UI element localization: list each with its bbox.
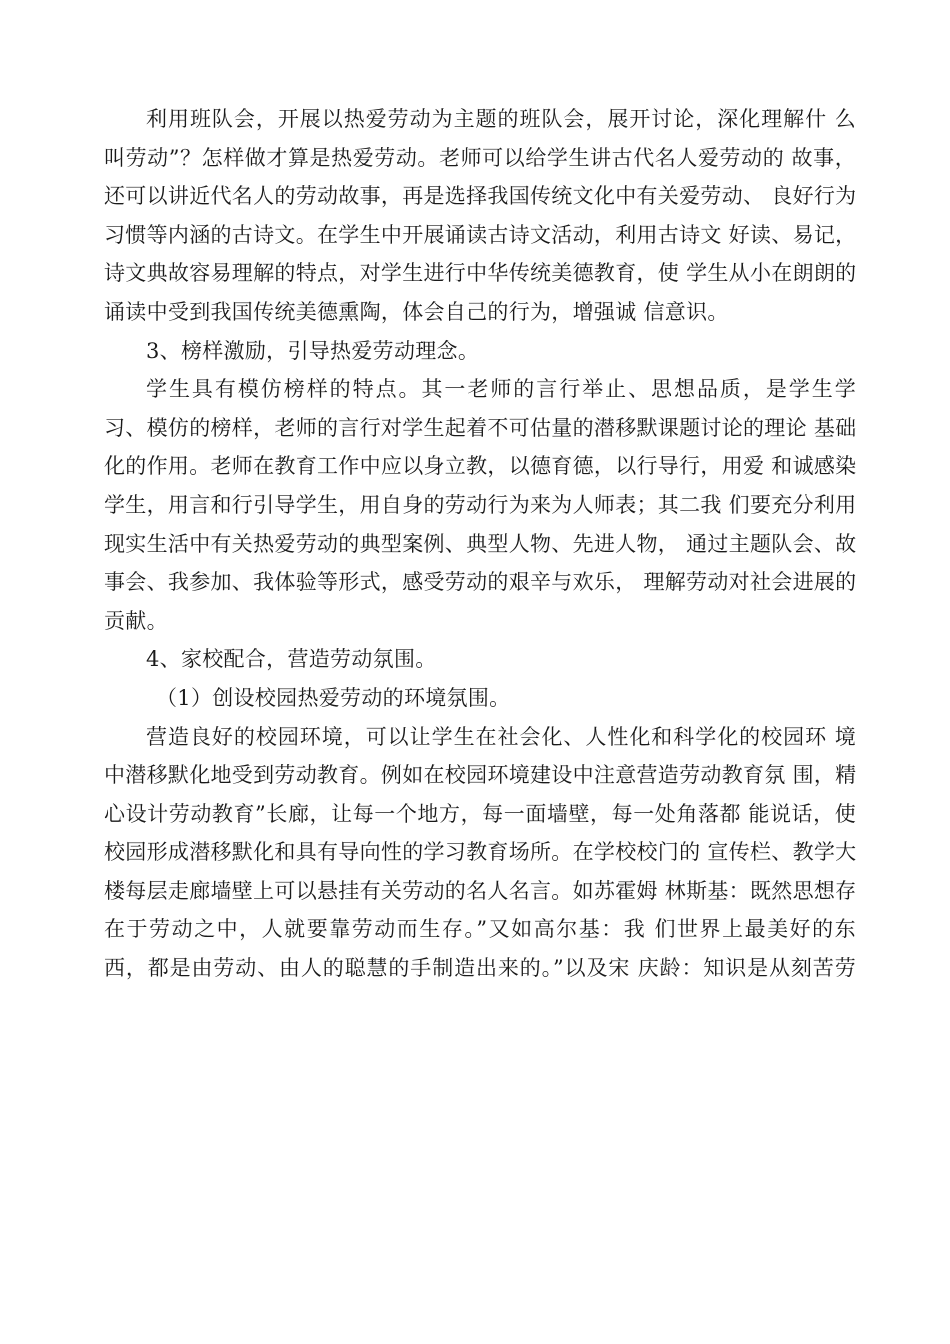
- text-line: 诗文典故容易理解的特点，对学生进行中华传统美德教育，使 学生从小在朗朗的: [104, 261, 857, 286]
- text-line: 事会、我参加、我体验等形式，感受劳动的艰辛与欢乐， 理解劳动对社会进展的: [104, 570, 857, 595]
- text-line: 叫劳动”？怎样做才算是热爱劳动。老师可以给学生讲古代名人爱劳动的 故事，: [104, 145, 856, 170]
- document-body: [104, 100, 856, 988]
- subsection-heading-4-1: （1）创设校园热爱劳动的环境氛围。: [156, 685, 511, 710]
- text-line: 学生，用言和行引导学生，用自身的劳动行为来为人师表；其二我 们要充分利用: [104, 492, 857, 517]
- section-heading-3: 3、榜样激励，引导热爱劳动理念。: [146, 338, 480, 363]
- paragraph-campus-environment: [104, 718, 856, 988]
- text-line: 习、模仿的榜样，老师的言行对学生起着不可估量的潜移默课题讨论的理论 基础: [104, 415, 857, 440]
- section-heading-4: 4、家校配合，营造劳动氛围。: [146, 647, 437, 672]
- text-line: 贡献。: [104, 608, 168, 633]
- text-line: 学生具有模仿榜样的特点。其一老师的言行举止、思想品质，是学生学: [146, 377, 856, 402]
- text-line: 还可以讲近代名人的劳动故事，再是选择我国传统文化中有关爱劳动、 良好行为: [104, 184, 857, 209]
- text-line: 化的作用。老师在教育工作中应以身立教，以德育德，以行导行，用爱 和诚感染: [104, 454, 857, 479]
- text-line: 习惯等内涵的古诗文。在学生中开展诵读古诗文活动，利用古诗文 好读、易记，: [104, 222, 857, 247]
- text-line: 利用班队会，开展以热爱劳动为主题的班队会，展开讨论，深化理解什 么: [146, 107, 856, 131]
- text-line: 现实生活中有关热爱劳动的典型案例、典型人物、先进人物， 通过主题队会、故: [104, 531, 857, 556]
- text-line: 中潜移默化地受到劳动教育。例如在校园环境建设中注意营造劳动教育氛 围，精: [104, 763, 857, 788]
- text-line: 校园形成潜移默化和具有导向性的学习教育场所。在学校校门的 宣传栏、教学大: [104, 840, 857, 865]
- text-line: 在于劳动之中，人就要靠劳动而生存。”又如高尔基：我 们世界上最美好的东: [104, 917, 856, 942]
- text-line: 楼每层走廊墙壁上可以悬挂有关劳动的名人名言。如苏霍姆 林斯基：既然思想存: [104, 878, 857, 903]
- text-line: 心设计劳动教育”长廊，让每一个地方，每一面墙壁，每一处角落都 能说话，使: [104, 801, 856, 826]
- text-line: 营造良好的校园环境，可以让学生在社会化、人性化和科学化的校园环 境: [146, 724, 856, 749]
- text-line: 诵读中受到我国传统美德熏陶，体会自己的行为，增强诚 信意识。: [104, 299, 729, 324]
- paragraph-role-model: [104, 370, 856, 640]
- paragraph-class-meeting: [104, 100, 856, 332]
- text-line: 西，都是由劳动、由人的聪慧的手制造出来的。”以及宋 庆龄：知识是从刻苦劳: [104, 956, 856, 981]
